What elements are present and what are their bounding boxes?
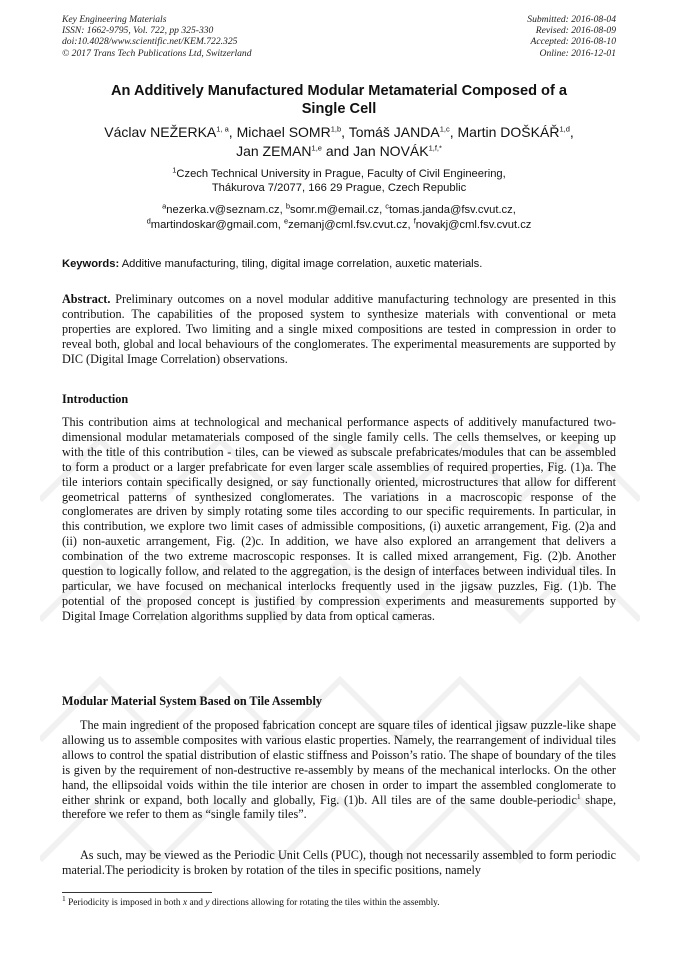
email-link[interactable]: somr.m@email.cz bbox=[290, 204, 380, 216]
dates-info bbox=[527, 14, 616, 59]
revised-date: Revised: 2016-08-09 bbox=[535, 25, 616, 37]
modular-heading: Modular Material System Based on Tile Assembly bbox=[62, 694, 323, 708]
online-date: Online: 2016-12-01 bbox=[539, 47, 616, 59]
abstract-text: Preliminary outcomes on a novel modular additive manufacturing technology are presented in this contribution. The capabilities of the proposed system to synthesize materials with conventional or meta properties are explored. Two limiting and a single mixed compositions are tested in compression in order to reveal both, global and local behaviours of the conglomerates. The experimental measurements are supported by DIC (Digital Image Correlation) observations. bbox=[62, 292, 616, 366]
author-name: Jan ZEMAN bbox=[236, 143, 312, 159]
affiliation bbox=[62, 167, 616, 195]
email-link[interactable]: martindoskar@gmail.com bbox=[150, 218, 278, 231]
author-emails: $^a$nezerka.v@seznam.cz, $^b$somr.m@email.cz, $^c$tomas.janda@fsv.cvut.cz, $^d$martindoskar@gmail.com, $^e$zemanj@cml.fsv.cvut.cz, $^f$novakj@cml.fsv.cvut.cz bbox=[146, 201, 532, 231]
footnote-ref[interactable]: 1 bbox=[576, 791, 581, 801]
author-name: Martin DOŠKÁŘ bbox=[457, 124, 560, 140]
author-list bbox=[62, 123, 616, 161]
abstract-label: Abstract. bbox=[62, 292, 111, 306]
footnote-var-y: y bbox=[205, 898, 210, 908]
footnote-divider bbox=[62, 892, 212, 893]
email-link[interactable]: nezerka.v@seznam.cz bbox=[166, 204, 280, 216]
footnote bbox=[62, 893, 616, 909]
author-name: Václav NEŽERKA bbox=[104, 124, 217, 140]
footnote-text: directions allowing for rotating the tiles within the assembly. bbox=[209, 898, 440, 908]
author-name: Tomáš JANDA bbox=[348, 124, 440, 140]
email-superscript: d bbox=[146, 215, 151, 225]
author-superscript: 1,e bbox=[311, 143, 322, 153]
keywords bbox=[62, 257, 616, 271]
author-name: Jan NOVÁK bbox=[353, 143, 429, 159]
email-link[interactable]: zemanj@cml.fsv.cvut.cz bbox=[288, 218, 408, 231]
author-separator: , bbox=[449, 124, 458, 140]
paper-title bbox=[62, 82, 616, 118]
accepted-date: Accepted: 2016-08-10 bbox=[530, 36, 616, 48]
abstract bbox=[62, 292, 616, 367]
author-separator: , bbox=[569, 124, 574, 140]
email-superscript: e bbox=[283, 215, 289, 225]
author-superscript: 1,d bbox=[559, 124, 570, 134]
author-and: and bbox=[321, 143, 354, 159]
title-line-1: An Additively Manufactured Modular Metamaterial Composed of a bbox=[111, 83, 567, 99]
paragraph-text: shape, therefore we refer to them as “single family tiles”. bbox=[62, 792, 617, 822]
email-superscript: c bbox=[385, 201, 390, 211]
affiliation-superscript: 1 bbox=[172, 165, 177, 175]
author-superscript: 1,f,* bbox=[428, 143, 442, 153]
email-link[interactable]: novakj@cml.fsv.cvut.cz bbox=[415, 218, 532, 231]
email-link[interactable]: tomas.janda@fsv.cvut.cz bbox=[389, 204, 513, 216]
modular-paragraph-1 bbox=[62, 718, 616, 822]
journal-info bbox=[62, 14, 252, 59]
modular-paragraph-2: As such, may be viewed as the Periodic Unit Cells (PUC), though not necessarily assembled to form periodic material.The periodicity is broken by rotation of the tiles in specific positions, namely bbox=[62, 848, 616, 877]
author-superscript: 1,b bbox=[330, 124, 342, 134]
affiliation-line-1: Czech Technical University in Prague, Faculty of Civil Engineering, bbox=[176, 168, 506, 180]
issn: ISSN: 1662-9795, Vol. 722, pp 325-330 bbox=[62, 25, 214, 37]
footnote-text: and bbox=[187, 898, 206, 908]
author-name: Michael SOMR bbox=[236, 124, 331, 140]
introduction-text: This contribution aims at technological and mechanical performance aspects of additively manufactured two-dimensional modular metamaterials composed of the single family cells. The cells themselves, or keeping up with the title of this contribution - tiles, can be viewed as subscale prefabricates/modules that can be assembled to form a product or a larger prefabricate for even larger scale assemblies of required properties, Fig. (1)a. The tile interiors contain specifically designed, or say functionally oriented, microstructures that allow for different geometrical patterns of synthesized conglomerates. The variations in a macroscopic response of the conglomerates are driven by simply rotating some tiles according to our specific requirements. In particular, in this contribution, we explore two limit cases of admissible compositions, (i) auxetic arrangement, Fig. (2)a and (ii) non-auxetic arrangement, Fig. (2)c. In addition, we have also explored an arrangement that delivers a combination of the two extreme macroscopic responses. It is called mixed arrangement, Fig. (2)b. Another question to logically follow, and related to the aggregation, is the design of interfaces between individual tiles. In particular, we have focused on mechanical interlocks frequently used in the jigsaw puzzles, Fig. (1)b. The potential of the proposed concept is justified by compression experiments and measurements supported by Digital Image Correlation algorithms supplied by data from optical cameras. bbox=[62, 415, 616, 623]
email-superscript: f bbox=[413, 215, 416, 225]
affiliation-line-2: Thákurova 7/2077, 166 29 Prague, Czech Republic bbox=[211, 182, 467, 194]
submitted-date: Submitted: 2016-08-04 bbox=[527, 14, 616, 25]
email-superscript: a bbox=[162, 201, 167, 211]
keywords-label: Keywords: bbox=[62, 258, 120, 270]
copyright: © 2017 Trans Tech Publications Ltd, Switzerland bbox=[62, 47, 252, 59]
author-separator: , bbox=[228, 124, 237, 140]
doi: doi:10.4028/www.scientific.net/KEM.722.325 bbox=[62, 36, 238, 48]
title-line-2: Single Cell bbox=[301, 101, 377, 117]
author-separator: , bbox=[341, 124, 349, 140]
author-superscript: 1, a bbox=[216, 124, 229, 134]
footnote-var-x: x bbox=[182, 898, 188, 908]
footnote-text: Periodicity is imposed in both bbox=[65, 898, 183, 908]
keywords-text: Additive manufacturing, tiling, digital image correlation, auxetic materials. bbox=[119, 258, 483, 270]
email-superscript: b bbox=[285, 201, 291, 211]
paragraph-text: The main ingredient of the proposed fabrication concept are square tiles of identical jigsaw puzzle-like shape allowing us to assemble composites with various elastic properties. Namely, the rearrangement of individual tiles allows to control the spatial distribution of elastic stiffness and Poisson’s ratio. The shape of boundary of the tiles is given by the requirement of non-destructive re-assembly by means of the mechanical interlocks. On the other hand, the ellipsoidal voids within the tile interior are chosen in order to impart the assembled conglomerate to either shrink or expand, both locally and globally, Fig. (1)b. All tiles are of the same double-periodic bbox=[62, 718, 616, 807]
journal-name: Key Engineering Materials bbox=[62, 14, 167, 25]
footnote-number: 1 bbox=[62, 893, 66, 903]
introduction-heading: Introduction bbox=[62, 392, 129, 406]
author-superscript: 1,c bbox=[439, 124, 450, 134]
